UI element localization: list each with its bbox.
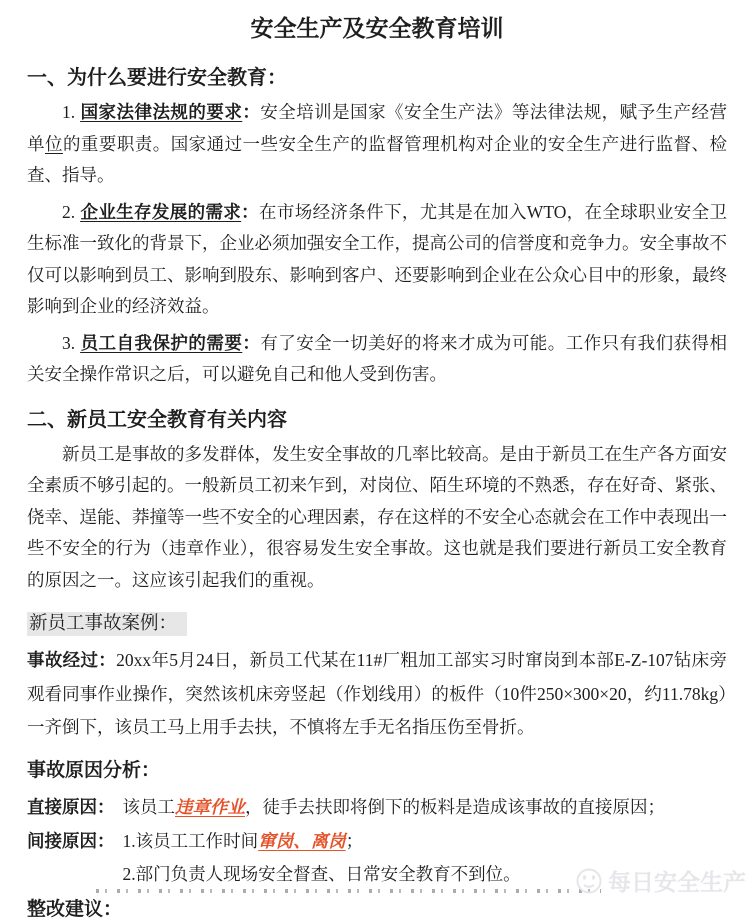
item-body: 有了安全一切美好的将来才成为可能。工作只有我们获得相关安全操作常识之后，可以避免自己和他人受到伤害。	[27, 332, 727, 384]
indirect-item1-pre: 1.该员工工作时间	[122, 830, 259, 851]
indirect-cause-item-1	[123, 825, 728, 858]
item-body-cont: 的重要职责。国家通过一些安全生产的监督管理机构对企业的安全生产进行监督、检查、指导。	[27, 133, 728, 185]
item-body: 安全培训是国家《安全生产法》等法律法规，赋予生产经营单	[27, 102, 727, 154]
section2-intro: 新员工是事故的多发群体，发生安全事故的几率比较高。是由于新员工在生产各方面安全素质不够引起的。一般新员工初来乍到，对岗位、陌生环境的不熟悉，存在好奇、紧张、侥幸、逞能、莽撞等一些不安全的心理因素，存在这样的不安全心态就会在工作中表现出一些不安全的行为（违章作业），很容易发生安全事故。这也就是我们要进行新员工安全教育的原因之一。这应该引起我们的重视。	[27, 443, 727, 590]
incident-label: 事故经过：	[27, 650, 117, 670]
analysis-heading: 事故原因分析：	[27, 759, 161, 781]
item-lead: 员工自我保护的需要	[80, 332, 243, 353]
direct-cause-pre: 该员工	[122, 796, 175, 817]
incident-paragraph	[27, 644, 727, 745]
doc-title: 安全生产及安全教育培训	[250, 15, 504, 41]
case-label: 新员工事故案例：	[27, 612, 187, 636]
smiley-logo-icon	[574, 864, 604, 894]
underlined-char: 位	[44, 133, 63, 154]
indirect-cause-item-2: 2.部门负责人现场安全督查、日常安全教育不到位。	[122, 863, 521, 884]
section2-heading: 二、新员工安全教育有关内容	[27, 408, 287, 431]
direct-cause-content	[123, 791, 728, 824]
item-colon: ：	[242, 102, 261, 122]
section1-heading: 一、为什么要进行安全教育：	[27, 67, 287, 89]
item-number: 2.	[62, 201, 76, 222]
suggestion-heading: 整改建议：	[27, 898, 123, 920]
item-number: 1.	[62, 102, 76, 122]
item-lead: 国家法律法规的要求	[80, 102, 243, 122]
item-lead: 企业生存发展的需求	[80, 201, 242, 222]
direct-cause-post: ，徒手去扶即将倒下的板料是造成该事故的直接原因；	[245, 796, 665, 817]
direct-cause-row	[27, 791, 727, 824]
item-colon: ：	[241, 201, 260, 222]
violation-emphasis: 违章作业	[175, 796, 245, 817]
incident-body: 20xx年5月24日，新员工代某在11#厂粗加工部实习时窜岗到本部E-Z-107钻床旁观看同事作业操作，突然该机床旁竖起（作划线用）的板件（10件250×300×20，约11.78kg）一齐倒下，该员工马上用手去扶，不慎将左手无名指压伤至骨折。	[27, 650, 727, 737]
indirect-cause-label: 间接原因：	[27, 830, 115, 851]
reason-item-1	[27, 97, 727, 192]
reason-item-2	[27, 197, 727, 323]
watermark	[574, 864, 746, 897]
item-body: 在市场经济条件下，尤其是在加入WTO，在全球职业安全卫生标准一致化的背景下，企业必须加强安全工作，提高公司的信誉度和竞争力。安全事故不仅可以影响到员工、影响到股东、影响到客户、还要影响到企业在公众心目中的形象，最终影响到企业的经济效益。	[27, 201, 728, 316]
case-label-row	[27, 609, 727, 635]
indirect-item1-post: ；	[345, 830, 364, 851]
direct-cause-label: 直接原因：	[27, 796, 115, 817]
reason-item-3	[27, 328, 727, 391]
item-colon: ：	[242, 332, 261, 353]
item-number: 3.	[62, 332, 76, 353]
clipped-text-line	[96, 889, 601, 893]
desertion-emphasis: 窜岗、离岗	[258, 830, 346, 851]
watermark-text: 每日安全生产	[608, 869, 746, 895]
